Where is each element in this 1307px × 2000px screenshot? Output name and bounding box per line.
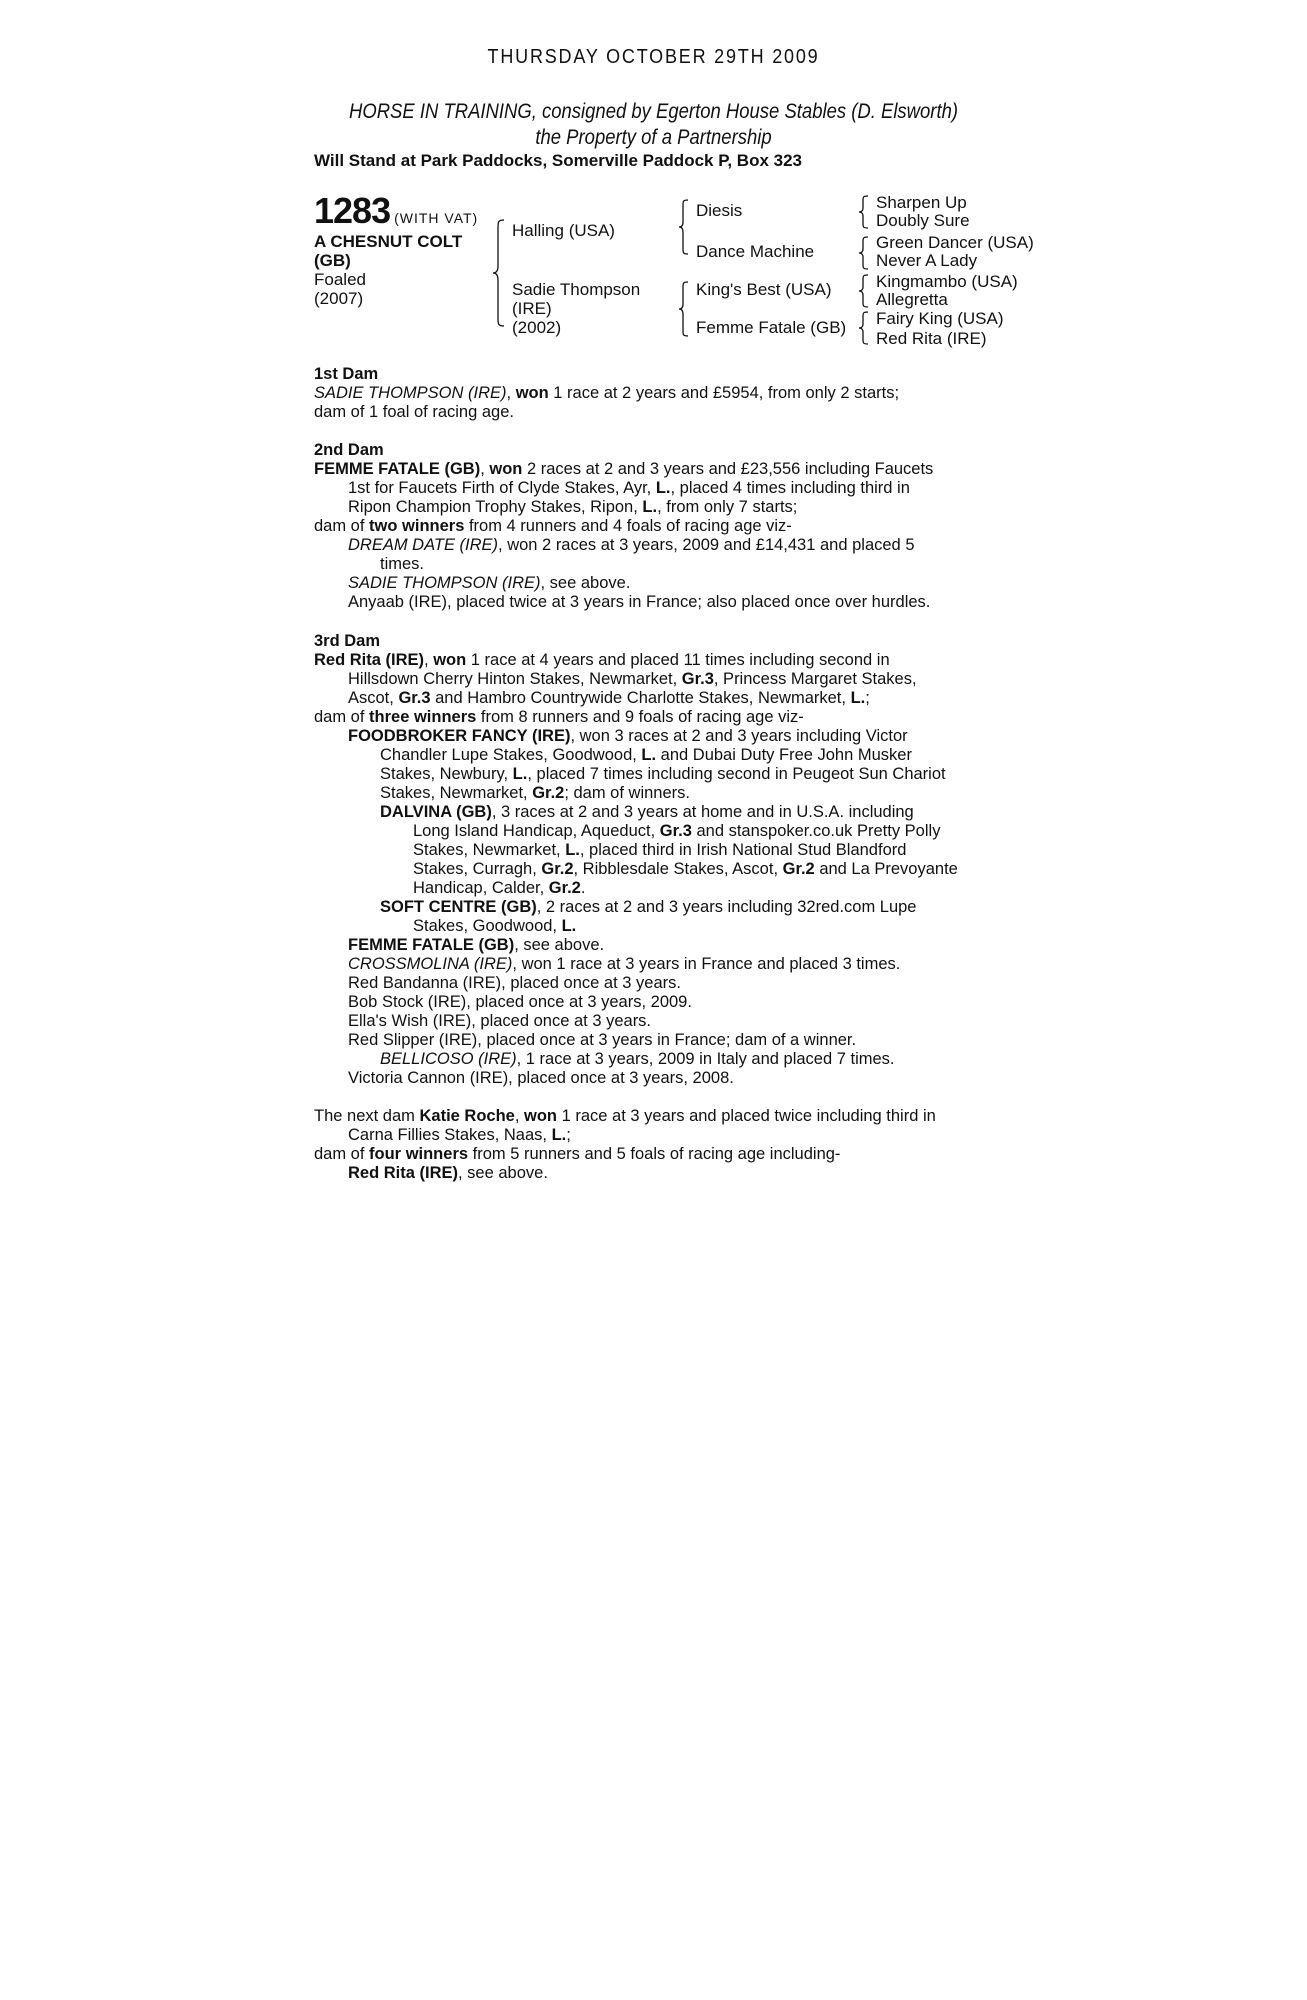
horse-name: FOODBROKER FANCY (IRE): [348, 727, 571, 745]
text: ; dam of winners.: [564, 784, 690, 802]
pedigree-dam-line: Sadie Thompson: [512, 280, 641, 299]
first-dam-line: dam of 1 foal of racing age.: [314, 403, 514, 421]
race-grade: L.: [850, 689, 866, 707]
race-grade: L.: [641, 746, 657, 764]
produce-line: [413, 879, 585, 898]
produce-line: [348, 936, 604, 955]
stand-location: Will Stand at Park Paddocks, Somerville Paddock P, Box 323: [314, 151, 803, 170]
text: Stakes, Goodwood,: [413, 917, 562, 935]
race-grade: L.: [642, 498, 658, 516]
pedigree-gen4: Allegretta: [876, 290, 948, 309]
winners-count: two winners: [369, 517, 465, 535]
text: Stakes, Newmarket,: [380, 784, 533, 802]
text: ,: [514, 1107, 525, 1125]
text: , see above.: [514, 936, 605, 954]
race-grade: L.: [551, 1126, 567, 1144]
text: , 2 races at 2 and 3 years including 32red.com Lupe: [536, 898, 917, 916]
second-dam-line: FEMME FATALE (GB), won 2 races at 2 and 3 years and £23,556 including Faucets: [314, 460, 934, 478]
text: Ripon Champion Trophy Stakes, Ripon,: [348, 498, 643, 516]
race-grade: Gr.3: [659, 822, 692, 840]
horse-name: SADIE THOMPSON (IRE): [348, 574, 541, 592]
text: from 8 runners and 9 foals of racing age viz-: [476, 708, 804, 726]
text: , placed 7 times including second in Peugeot Sun Chariot: [527, 765, 946, 783]
pedigree-gen4: Sharpen Up: [876, 193, 967, 212]
first-dam-line: SADIE THOMPSON (IRE), won 1 race at 2 years and £5954, from only 2 starts;: [314, 384, 900, 402]
pedigree-gen4: Red Rita (IRE): [876, 329, 987, 348]
text: Stakes, Newmarket,: [413, 841, 566, 859]
text: , Ribblesdale Stakes, Ascot,: [573, 860, 783, 878]
text: Ascot,: [348, 689, 399, 707]
won-label: won: [433, 651, 467, 669]
next-dam-line: [314, 1107, 936, 1126]
pedigree-gen4: Doubly Sure: [876, 211, 970, 230]
produce-line: [380, 898, 916, 917]
pedigree-dam-line: (2002): [512, 318, 562, 337]
text: dam of: [314, 708, 370, 726]
pedigree-sire-sire: Diesis: [696, 201, 743, 220]
race-grade: L.: [561, 917, 577, 935]
text: Handicap, Calder,: [413, 879, 549, 897]
text: , Princess Margaret Stakes,: [713, 670, 917, 688]
text: and La Prevoyante: [814, 860, 958, 878]
pedigree-dam-dam: Femme Fatale (GB): [696, 318, 847, 337]
next-dam-line: [348, 1126, 571, 1145]
produce-line: Victoria Cannon (IRE), placed once at 3 years, 2008.: [348, 1069, 734, 1087]
text: , won 2 races at 3 years, 2009 and £14,431 and placed 5: [498, 536, 915, 554]
pedigree-brace-3a: [858, 194, 870, 230]
won-label: won: [515, 384, 549, 402]
pedigree-gen4: Never A Lady: [876, 251, 978, 270]
race-grade: Gr.2: [532, 784, 565, 802]
produce-line: [380, 1050, 895, 1069]
horse-name: Red Rita (IRE): [314, 651, 425, 669]
horse-name: FEMME FATALE (GB): [314, 460, 481, 478]
pedigree-brace-2b: [678, 280, 690, 338]
text: Long Island Handicap, Aqueduct,: [413, 822, 660, 840]
pedigree-gen4: Fairy King (USA): [876, 309, 1004, 328]
text: , won 3 races at 2 and 3 years including Victor: [570, 727, 908, 745]
lot-heading: [314, 190, 478, 232]
race-grade: Gr.2: [548, 879, 581, 897]
produce-line: [348, 536, 915, 555]
text: and stanspoker.co.uk Pretty Polly: [691, 822, 941, 840]
second-dam-line: [314, 517, 792, 536]
horse-name: DREAM DATE (IRE): [348, 536, 499, 554]
produce-line: Ella's Wish (IRE), placed once at 3 years.: [348, 1012, 652, 1030]
description-line: (GB): [314, 251, 351, 270]
produce-line: [413, 860, 958, 879]
first-dam-heading: 1st Dam: [314, 365, 379, 383]
text: , placed 4 times including third in: [670, 479, 910, 497]
produce-line: Red Bandanna (IRE), placed once at 3 years.: [348, 974, 681, 992]
text: ;: [566, 1126, 571, 1144]
text: from 5 runners and 5 foals of racing age including-: [468, 1145, 841, 1163]
second-dam-line: [348, 479, 910, 498]
pedigree-brace-2a: [678, 198, 690, 256]
produce-line: [380, 765, 946, 784]
pedigree-brace-1: [492, 218, 506, 328]
next-dam-line: [348, 1164, 548, 1183]
horse-name: Katie Roche: [419, 1107, 515, 1125]
race-grade: Gr.3: [398, 689, 431, 707]
foaled-label: Foaled: [314, 270, 366, 289]
pedigree-dam-sire: King's Best (USA): [696, 280, 832, 299]
pedigree-gen4: Kingmambo (USA): [876, 272, 1018, 291]
second-dam-heading: 2nd Dam: [314, 441, 384, 459]
produce-line: [348, 955, 900, 974]
race-grade: Gr.3: [681, 670, 714, 688]
pedigree-sire-dam: Dance Machine: [696, 242, 815, 261]
description-line: A CHESNUT COLT: [314, 232, 463, 251]
foaled-info: [314, 270, 366, 308]
horse-name: CROSSMOLINA (IRE): [348, 955, 513, 973]
text: Hillsdown Cherry Hinton Stakes, Newmarket,: [348, 670, 682, 688]
winners-count: three winners: [369, 708, 477, 726]
text: Chandler Lupe Stakes, Goodwood,: [380, 746, 642, 764]
horse-name: SADIE THOMPSON (IRE): [314, 384, 507, 402]
pedigree-brace-3c: [858, 273, 870, 309]
pedigree-dam-line: (IRE): [512, 299, 552, 318]
third-dam-heading: 3rd Dam: [314, 632, 381, 650]
produce-line: [380, 803, 914, 822]
text: Stakes, Newbury,: [380, 765, 513, 783]
third-dam-line: [314, 708, 804, 727]
text: 2 races at 2 and 3 years and £23,556 including Faucets: [522, 460, 934, 478]
produce-line: [348, 727, 908, 746]
horse-name: SOFT CENTRE (GB): [380, 898, 537, 916]
ownership-line: the Property of a Partnership: [535, 126, 772, 149]
produce-line: [348, 574, 630, 593]
pedigree-brace-3b: [858, 235, 870, 271]
text: ;: [865, 689, 870, 707]
pedigree-brace-3d: [858, 310, 870, 346]
text: and Hambro Countrywide Charlotte Stakes, Newmarket,: [430, 689, 851, 707]
race-grade: L.: [655, 479, 671, 497]
third-dam-line: Red Rita (IRE), won 1 race at 4 years and placed 11 times including second in: [314, 651, 890, 669]
third-dam-line: [348, 670, 917, 689]
horse-name: BELLICOSO (IRE): [380, 1050, 517, 1068]
won-label: won: [489, 460, 523, 478]
text: dam of: [314, 1145, 370, 1163]
race-grade: L.: [565, 841, 580, 859]
text: Carna Fillies Stakes, Naas,: [348, 1126, 552, 1144]
third-dam-line: [348, 689, 870, 708]
horse-name: Red Rita (IRE): [348, 1164, 459, 1182]
sale-date: THURSDAY OCTOBER 29TH 2009: [487, 46, 820, 68]
text: 1st for Faucets Firth of Clyde Stakes, Ayr,: [348, 479, 656, 497]
produce-line: [380, 784, 690, 803]
consignment-line: HORSE IN TRAINING, consigned by Egerton House Stables (D. Elsworth): [348, 100, 959, 123]
text: The next dam: [314, 1107, 420, 1125]
race-grade: Gr.2: [782, 860, 815, 878]
produce-line: Anyaab (IRE), placed twice at 3 years in France; also placed once over hurdles.: [348, 593, 931, 611]
race-grade: Gr.2: [541, 860, 574, 878]
text: 1 race at 2 years and £5954, from only 2 starts;: [548, 384, 900, 402]
next-dam-line: [314, 1145, 840, 1164]
foaled-year: (2007): [314, 289, 364, 308]
produce-line: [413, 917, 576, 936]
text: from 4 runners and 4 foals of racing age viz-: [464, 517, 792, 535]
text: , 1 race at 3 years, 2009 in Italy and placed 7 times.: [516, 1050, 895, 1068]
text: , from only 7 starts;: [657, 498, 798, 516]
text: 1 race at 3 years and placed twice including third in: [557, 1107, 936, 1125]
won-label: won: [524, 1107, 558, 1125]
text: 1 race at 4 years and placed 11 times including second in: [466, 651, 890, 669]
text: , won 1 race at 3 years in France and placed 3 times.: [512, 955, 901, 973]
race-grade: L.: [512, 765, 528, 783]
lot-description: [314, 232, 484, 270]
pedigree-dam: [512, 280, 640, 337]
text: , 3 races at 2 and 3 years at home and in U.S.A. including: [491, 803, 914, 821]
produce-line: times.: [380, 555, 425, 573]
horse-name: DALVINA (GB): [380, 803, 492, 821]
lot-number: 1283: [314, 190, 391, 231]
second-dam-line: [348, 498, 797, 517]
winners-count: four winners: [369, 1145, 469, 1163]
produce-line: [413, 841, 906, 860]
pedigree-sire: Halling (USA): [512, 221, 615, 240]
produce-line: Bob Stock (IRE), placed once at 3 years, 2009.: [348, 993, 692, 1011]
vat-note: (WITH VAT): [394, 210, 479, 226]
text: .: [580, 879, 586, 897]
text: and Dubai Duty Free John Musker: [656, 746, 912, 764]
horse-name: FEMME FATALE (GB): [348, 936, 515, 954]
produce-line: [413, 822, 940, 841]
text: , see above.: [540, 574, 631, 592]
produce-line: Red Slipper (IRE), placed once at 3 years in France; dam of a winner.: [348, 1031, 857, 1049]
pedigree-gen4: Green Dancer (USA): [876, 233, 1034, 252]
text: , placed third in Irish National Stud Blandford: [579, 841, 907, 859]
text: , see above.: [458, 1164, 548, 1182]
produce-line: [380, 746, 912, 765]
text: dam of: [314, 517, 370, 535]
text: Stakes, Curragh,: [413, 860, 542, 878]
